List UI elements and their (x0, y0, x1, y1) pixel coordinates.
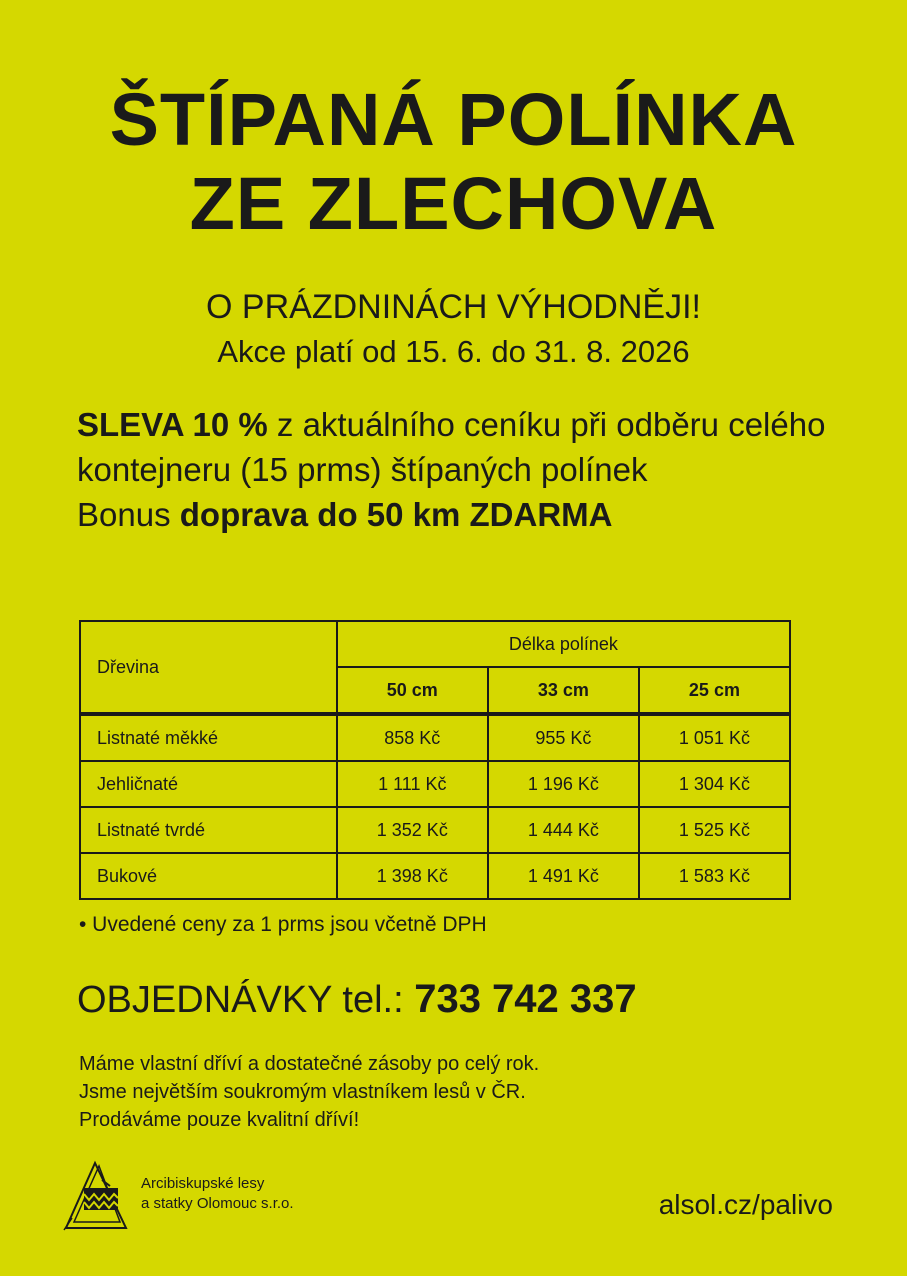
price-cell: 858 Kč (337, 714, 488, 761)
species-cell: Jehličnaté (80, 761, 337, 807)
price-cell: 1 352 Kč (337, 807, 488, 853)
species-cell: Listnaté tvrdé (80, 807, 337, 853)
subtitle-dates: Akce platí od 15. 6. do 31. 8. 2026 (217, 334, 690, 369)
price-cell: 1 491 Kč (488, 853, 639, 899)
tree-triangle-logo-icon (62, 1160, 132, 1232)
website-link[interactable]: alsol.cz/palivo (658, 1189, 833, 1220)
length-header: Délka polínek (337, 621, 790, 667)
company-line-2: a statky Olomouc s.r.o. (141, 1195, 294, 1212)
table-row (80, 853, 790, 899)
price-table (79, 620, 791, 900)
about-line: Máme vlastní dříví a dostatečné zásoby po celý rok. (79, 1053, 540, 1075)
size-header-33: 33 cm (488, 667, 639, 714)
orders-label: OBJEDNÁVKY tel.: (77, 979, 415, 1021)
title-line-2: ZE ZLECHOVA (189, 162, 718, 245)
price-cell: 1 111 Kč (337, 761, 488, 807)
price-cell: 1 051 Kč (639, 714, 790, 761)
discount-text: z aktuálního ceníku při odběru celého kontejneru (15 prms) štípaných polínek (77, 406, 826, 488)
size-header-25: 25 cm (639, 667, 790, 714)
orders-line (77, 975, 637, 1024)
price-cell: 1 444 Kč (488, 807, 639, 853)
about-line: Jsme největším soukromým vlastníkem lesů v ČR. (79, 1081, 526, 1103)
subtitle (0, 287, 907, 372)
species-header: Dřevina (80, 621, 337, 714)
table-row (80, 761, 790, 807)
offer-text (77, 402, 877, 537)
species-cell: Listnaté měkké (80, 714, 337, 761)
vat-note: • Uvedené ceny za 1 prms jsou včetně DPH (79, 913, 487, 936)
page-title (0, 78, 907, 246)
price-cell: 955 Kč (488, 714, 639, 761)
price-cell: 1 398 Kč (337, 853, 488, 899)
price-cell: 1 525 Kč (639, 807, 790, 853)
phone-number[interactable]: 733 742 337 (414, 977, 637, 1021)
species-cell: Bukové (80, 853, 337, 899)
price-cell: 1 583 Kč (639, 853, 790, 899)
bonus-prefix: Bonus (77, 496, 180, 533)
subtitle-line-1: O PRÁZDNINÁCH VÝHODNĚJI! (206, 288, 701, 326)
table-row (80, 714, 790, 761)
title-line-1: ŠTÍPANÁ POLÍNKA (109, 78, 798, 161)
size-header-50: 50 cm (337, 667, 488, 714)
bonus-bold: doprava do 50 km ZDARMA (179, 496, 613, 533)
company-name (141, 1174, 294, 1214)
about-line: Prodáváme pouze kvalitní dříví! (79, 1109, 360, 1131)
price-cell: 1 304 Kč (639, 761, 790, 807)
table-row (80, 807, 790, 853)
discount-bold: SLEVA 10 % (77, 406, 268, 443)
about-text (79, 1050, 539, 1134)
company-line-1: Arcibiskupské lesy (141, 1175, 265, 1192)
price-cell: 1 196 Kč (488, 761, 639, 807)
